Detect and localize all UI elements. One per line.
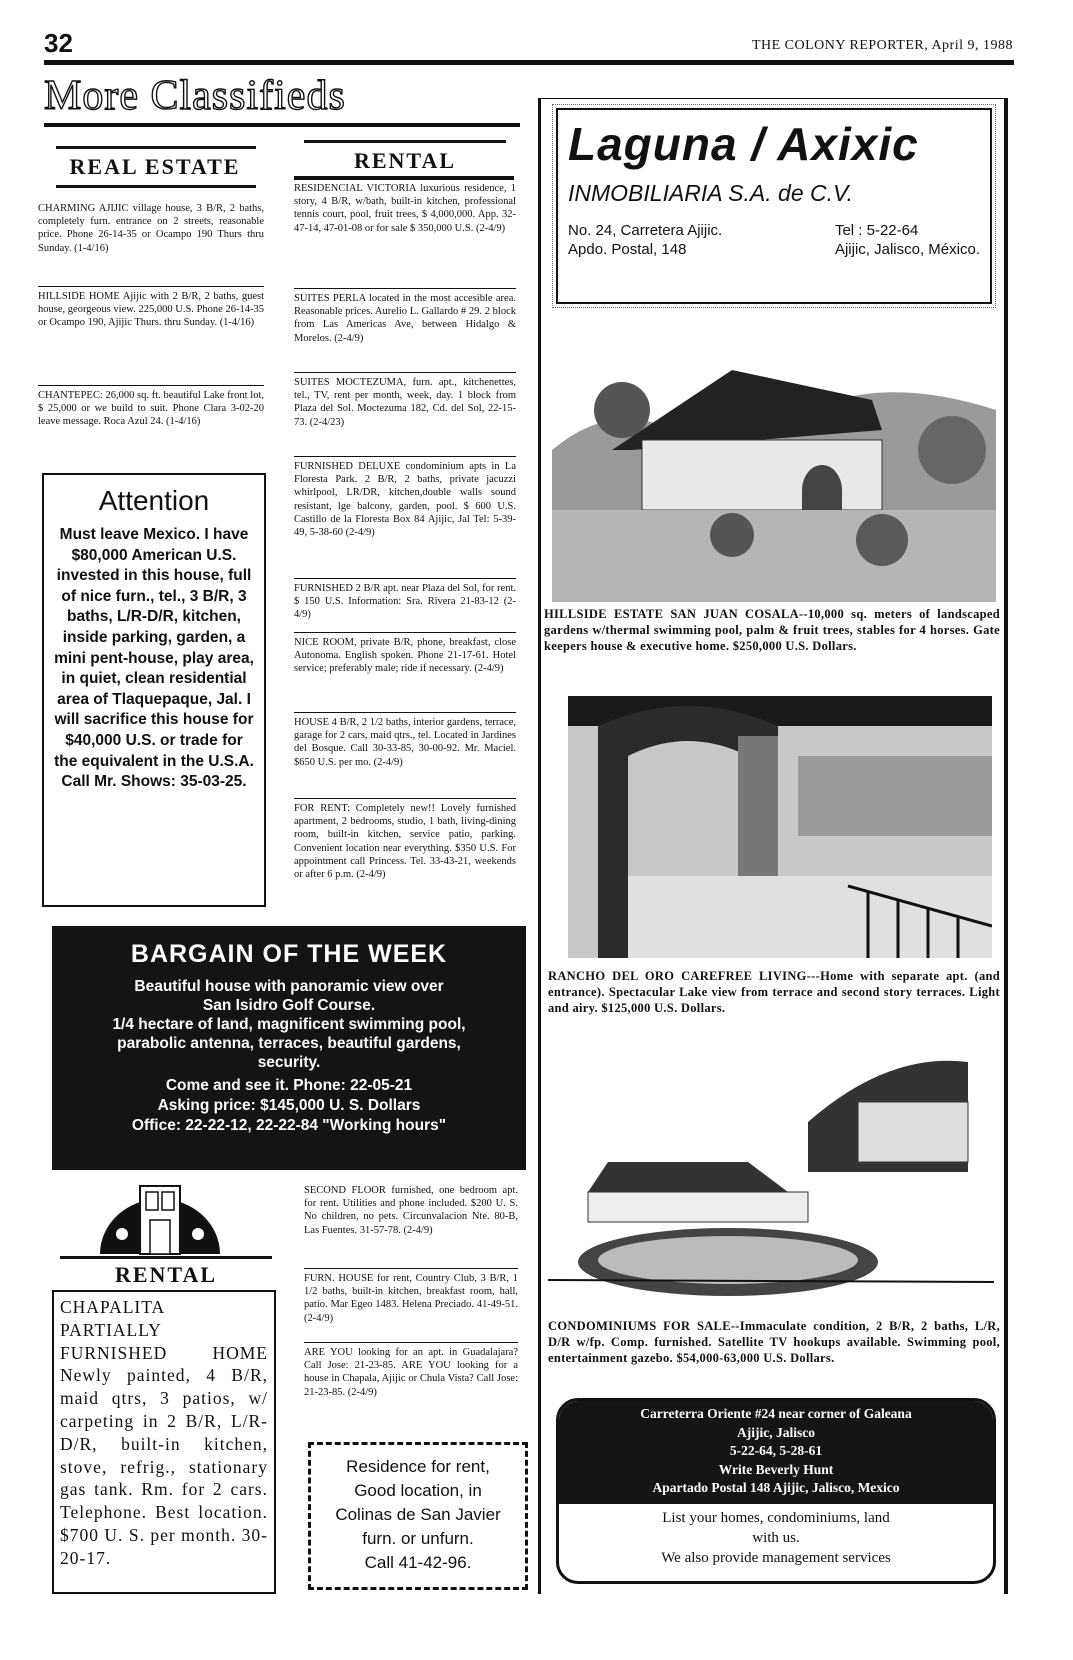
footer-line: Write Beverly Hunt	[718, 1461, 834, 1477]
rental-item: SUITES PERLA located in the most accesible area. Reasonable prices. Aurelio L. Gallardo # 29. 2 block from Las Americas Ave, between Hidalgo & Morelos. (2-4/9)	[294, 293, 516, 344]
rental-bottom-rule	[294, 176, 514, 180]
residence-line: furn. or unfurn.	[362, 1529, 474, 1548]
footer-line: List your homes, condominiums, land	[662, 1509, 890, 1526]
rental-item: FOR RENT: Completely new!! Lovely furnished apartment, 2 bedrooms, studio, 1 bath, living-dining room, built-in kitchen, service patio, parking. Convenient location near everything. $350 U.S. For appointment call Princess. Tel. 33-43-21, weekends or after 6 p.m. (2-4/9)	[294, 803, 516, 881]
rental-item: RESIDENCIAL VICTORIA luxurious residence, 1 story, 4 B/R, w/bath, built-in kitchen, professional tennis court, pool, fruit trees, $ 4,000,000. App. 32-47-14, 47-01-08 or for sale $ 350,000 U.S. (2-4/9)	[294, 183, 516, 234]
hillside-estate-caption: HILLSIDE ESTATE SAN JUAN COSALA--10,000 sq. meters of landscaped gardens w/thermal swimming pool, palm & fruit trees, stables for 4 horses. Gate keepers house & executive home. $250,000 U.S. Dollars.	[544, 607, 1000, 653]
residence-line: Colinas de San Javier	[335, 1505, 501, 1524]
attention-ad	[42, 473, 266, 907]
rental-box-rule	[60, 1256, 272, 1259]
rental-box-ad	[52, 1290, 276, 1594]
bargain-line: Come and see it. Phone: 22-05-21	[165, 1077, 413, 1094]
bargain-line: Asking price: $145,000 U. S. Dollars	[157, 1097, 421, 1114]
footer-line: 5-22-64, 5-28-61	[729, 1443, 823, 1458]
real-estate-item: CHARMING AJIJIC village house, 3 B/R, 2 baths, completely furn. entrance on 2 streets, reasonable price. Phone 26-14-35 or Ocampo 190 Thurs thru Sunday. (1-4/16)	[38, 203, 264, 254]
attention-body: Must leave Mexico. I have $80,000 American U.S. invested in this house, full of nice furn., tel., 3 B/R, 3 baths, L/R-D/R, kitchen, inside parking, garden, a mini pent-house, play area, in quiet, clean residential area of Tlaquepaque, Jal. I will sacrifice this house for $40,000 U.S. or trade for the equivalent in the U.S.A. Call Mr. Shows: 35-03-25.	[54, 526, 254, 791]
footer-line: Apartado Postal 148 Ajijic, Jalisco, Mexico	[652, 1480, 900, 1495]
residence-line: Call 41-42-96.	[364, 1553, 472, 1572]
condominiums-caption: CONDOMINIUMS FOR SALE--Immaculate condition, 2 B/R, 2 baths, L/R, D/R w/fp. Comp. furnished. Satellite TV hookups available. Swimming pool, entertainment gazebo. $54,000-63,000 U.S. Dollars.	[548, 1319, 1000, 1365]
bargain-title: BARGAIN OF THE WEEK	[130, 940, 448, 968]
real-estate-heading: REAL ESTATE	[69, 154, 241, 179]
laguna-header	[556, 108, 992, 304]
footer-line: Ajijic, Jalisco	[737, 1424, 815, 1440]
laguna-city: Ajijic, Jalisco, México.	[834, 241, 980, 258]
bargain-line: parabolic antenna, terraces, beautiful gardens,	[117, 1035, 461, 1052]
condominiums-photo	[548, 1042, 994, 1306]
divider	[294, 712, 516, 713]
bargain-ad	[52, 926, 526, 1170]
rental-item: FURN. HOUSE for rent, Country Club, 3 B/R, 1 1/2 baths, built-in kitchen, breakfast room, hall, patio. Mar Egeo 1483. Helena Preciado. 41-49-51. (2-4/9)	[304, 1273, 518, 1324]
rental-box-heading: RENTAL	[114, 1262, 218, 1287]
section-title: More Classifieds	[44, 73, 346, 119]
rental-top-rule	[304, 140, 506, 143]
laguna-tel: Tel : 5-22-64	[834, 222, 919, 239]
divider	[38, 385, 264, 386]
page-number: 32	[44, 28, 73, 58]
rental-item: SECOND FLOOR furnished, one bedroom apt. for rent. Utilities and phone included. $200 U. S. No children, no pets. Circunvalacion Nte. 80-B, Las Fuentes. 31-57-78. (2-4/9)	[304, 1185, 518, 1236]
rental-item: ARE YOU looking for an apt. in Guadalajara? Call Jose: 21-23-85. ARE YOU looking for a house in Chapala, Ajijic or Chula Vista? Call Jose: 21-23-85. (2-4/9)	[304, 1347, 518, 1398]
divider	[38, 286, 264, 287]
laguna-logo: Laguna / Axixic	[568, 118, 919, 170]
divider	[294, 456, 516, 457]
footer-line: Carreterra Oriente #24 near corner of Galeana	[640, 1406, 912, 1421]
rancho-del-oro-caption: RANCHO DEL ORO CAREFREE LIVING---Home with separate apt. (and entrance). Spectacular Lake view from terrace and second story terraces. Light and airy. $125,000 U.S. Dollars.	[548, 969, 1000, 1015]
house-icon	[90, 1176, 230, 1256]
divider	[294, 798, 516, 799]
bargain-line: San Isidro Golf Course.	[202, 997, 376, 1014]
rental-item: SUITES MOCTEZUMA, furn. apt., kitchenettes, tel., TV, rent per month, week, day. 1 block from Plaza del Sol. Moctezuma 182, Cd. del Sol, 22-15-73. (2-4/23)	[294, 377, 516, 428]
real-estate-bottom-rule	[56, 185, 256, 188]
rental-item: NICE ROOM, private B/R, phone, breakfast, close Autonoma. English spoken. Phone 21-17-61. Hotel service; preferably male; ride if necessary. (2-4/9)	[294, 637, 516, 675]
real-estate-top-rule	[56, 146, 256, 149]
title-rule	[44, 123, 520, 127]
divider	[294, 372, 516, 373]
laguna-company: INMOBILIARIA S.A. de C.V.	[568, 180, 854, 206]
divider	[294, 632, 516, 633]
real-estate-item: HILLSIDE HOME Ajijic with 2 B/R, 2 baths, guest house, georgeous view. 225,000 U.S. Phone 26-14-35 or Ocampo 190, Ajijic Thurs. thru Sunday. (1-4/16)	[38, 291, 264, 329]
laguna-address: No. 24, Carretera Ajijic.	[568, 222, 723, 239]
attention-title: Attention	[98, 485, 210, 516]
rental-item: FURNISHED 2 B/R apt. near Plaza del Sol, for rent. $ 150 U.S. Information: Sra. Rivera 21-83-12 (2-4/9)	[294, 583, 516, 621]
divider	[304, 1342, 518, 1343]
residence-line: Residence for rent,	[346, 1457, 490, 1476]
rental-item: HOUSE 4 B/R, 2 1/2 baths, interior gardens, terrace, garage for 2 cars, maid qtrs., tel. Located in Jardines del Bosque. Call 30-33-85, 30-00-92. Mr. Maciel. $650 U.S. per mo. (2-4/9)	[294, 717, 516, 768]
footer-line: We also provide management services	[661, 1549, 891, 1566]
bargain-line: security.	[257, 1054, 321, 1071]
rental-heading: RENTAL	[353, 148, 457, 173]
footer-line: with us.	[752, 1529, 800, 1546]
rancho-del-oro-photo	[568, 696, 992, 958]
bargain-line: 1/4 hectare of land, magnificent swimming pool,	[112, 1016, 466, 1033]
hillside-estate-photo	[552, 340, 996, 602]
laguna-footer-light	[559, 1504, 993, 1568]
header-rule	[44, 60, 1014, 65]
laguna-footer-dark	[559, 1401, 993, 1504]
bargain-line: Office: 22-22-12, 22-22-84 "Working hours"	[131, 1117, 447, 1134]
masthead: THE COLONY REPORTER, April 9, 1988	[751, 38, 1013, 53]
residence-ad	[308, 1442, 528, 1590]
divider	[294, 288, 516, 289]
real-estate-item: CHANTEPEC: 26,000 sq. ft. beautiful Lake front lot, $ 25,000 or we build to suit. Phone Clara 3-02-20 leave message. Roca Azul 24. (1-4/16)	[38, 390, 264, 428]
laguna-footer	[556, 1398, 996, 1584]
divider	[304, 1268, 518, 1269]
residence-line: Good location, in	[354, 1481, 482, 1500]
divider	[294, 578, 516, 579]
bargain-line: Beautiful house with panoramic view over	[134, 978, 444, 995]
rental-box-body: CHAPALITA PARTIALLY FURNISHED HOME Newly painted, 4 B/R, maid qtrs, 3 patios, w/ carpeting in 2 B/R, L/R-D/R, built-in kitchen, stove, refrig., stationary gas tank. Rm. for 2 cars. Telephone. Best location. $700 U. S. per month. 30-20-17.	[60, 1297, 268, 1568]
rental-item: FURNISHED DELUXE condominium apts in La Floresta Park. 2 B/R, 2 baths, private jacuzzi whirlpool, LR/DR, kitchen,double walls sound resistant, lge balcony, garden, pool. $ 600 U.S. Castillo de la Floresta Box 84 Ajijic, Jal Tel: 5-39-49, 5-38-60 (2-4/9)	[294, 461, 516, 539]
laguna-address: Apdo. Postal, 148	[568, 241, 687, 258]
